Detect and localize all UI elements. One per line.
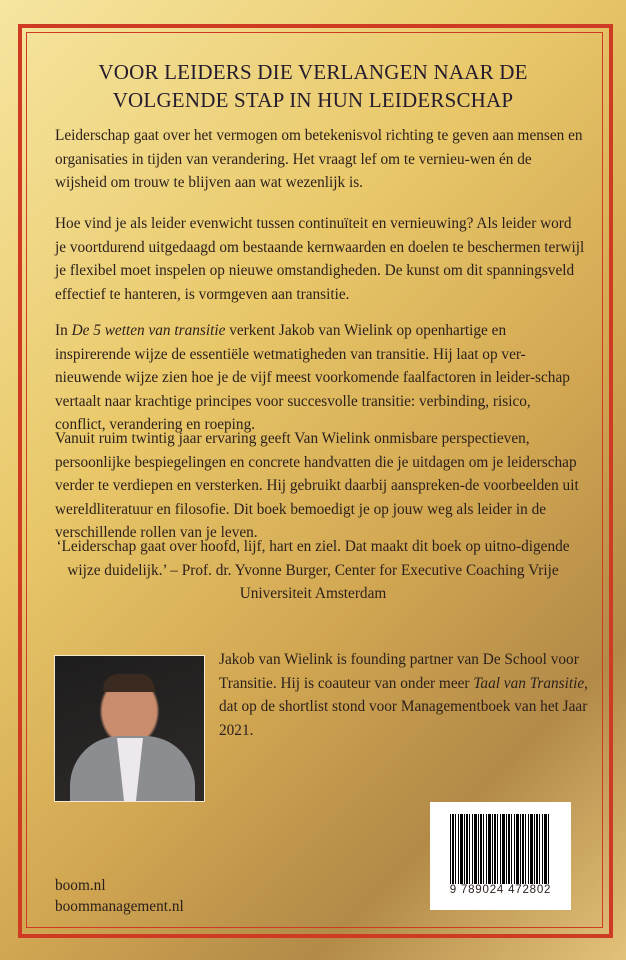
paragraph-book <box>55 319 585 437</box>
publisher-links <box>55 875 184 917</box>
photo-hair <box>103 674 155 692</box>
paragraph-experience: Vanuit ruim twintig jaar ervaring geeft Van Wielink onmisbare perspectieven, persoonlijke bespiegelingen en concrete handvatten die je uitdagen om je leiderschap verder te verdiepen en versterken. Hij gebruikt daarbij aanspreken-de voorbeelden uit wereldliteratuur en filosofie. Dit boek bemoedigt je op jouw weg als leider in de verschillende rollen van je leven. <box>55 430 579 541</box>
barcode-bars <box>450 814 550 890</box>
author-bio <box>219 648 599 742</box>
text: verkent Jakob van Wielink op openhartige en inspirerende wijze de essentiële wetmatigheden van transitie. Hij laat op ver-nieuwende wijze zien hoe je de vijf meest voorkomende faalfactoren in leider-schap vertaalt naar krachtige principes voor succesvolle transitie: verbinding, risico, conflict, verandering en roeping. <box>55 322 570 433</box>
bio-book-title: Taal van Transitie <box>473 674 585 692</box>
paragraph-intro: Leiderschap gaat over het vermogen om betekenisvol richting te geven aan mensen en organisaties in tijden van verandering. Het vraagt lef om te vernieu-wen én de wijsheid om trouw te blijven aan wat wezenlijk is. <box>55 127 583 191</box>
heading-line-2: VOLGENDE STAP IN HUN LEIDERSCHAP <box>112 88 514 112</box>
cover-heading <box>40 58 586 114</box>
isbn-barcode <box>430 802 571 910</box>
link-boommanagement[interactable]: boommanagement.nl <box>55 898 184 915</box>
endorsement-quote: ‘Leiderschap gaat over hoofd, lijf, hart en ziel. Dat maakt dit boek op uitno-digende wijze duidelijk.’ – Prof. dr. Yvonne Burger, Center for Executive Coaching Vrije Universiteit Amsterdam <box>56 538 570 602</box>
paragraph-question: Hoe vind je als leider evenwicht tussen continuïteit en vernieuwing? Als leider word je voortdurend uitgedaagd om bestaande kernwaarden en doelen te beschermen terwijl je flexibel moet inspelen op nieuwe omstandigheden. De kunst om dit spanningsveld effectief te hanteren, is vormgeven aan transitie. <box>55 215 585 303</box>
link-boom[interactable]: boom.nl <box>55 877 106 894</box>
text: , dat op de shortlist stond voor Managementboek van het Jaar 2021. <box>219 674 588 739</box>
author-photo <box>54 655 205 802</box>
heading-line-1: VOOR LEIDERS DIE VERLANGEN NAAR DE <box>98 60 528 84</box>
book-title: De 5 wetten van transitie <box>71 322 226 339</box>
isbn-number: 9 789024 472802 <box>438 884 563 896</box>
text: Jakob van Wielink is founding partner van De School voor Transitie. Hij is coauteur van onder meer <box>219 651 579 692</box>
text: In <box>55 322 72 339</box>
